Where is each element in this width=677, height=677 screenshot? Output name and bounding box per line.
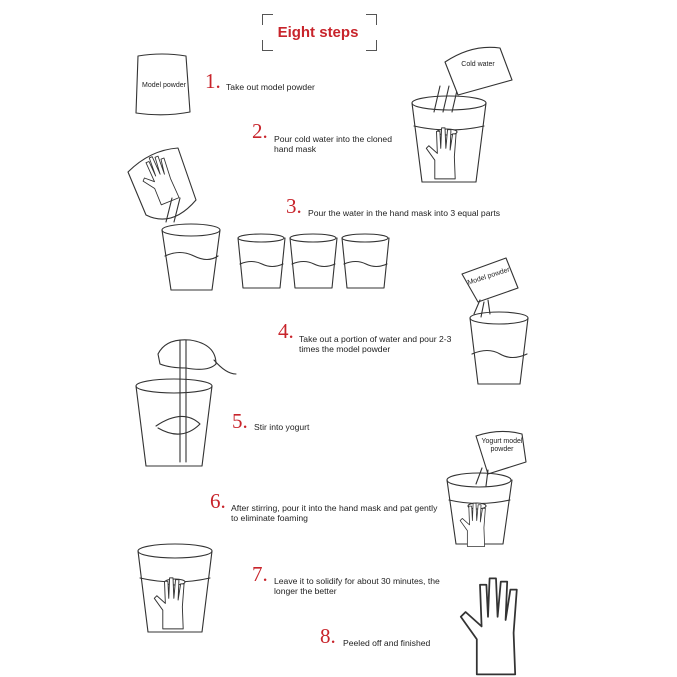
solidifying-cup-icon (138, 544, 212, 632)
step-1-number: 1. (205, 69, 221, 93)
step-4-number: 4. (278, 319, 294, 343)
step-2-text-line2: hand mask (274, 144, 317, 154)
yogurt-powder-label-line1: Yogurt model (481, 438, 523, 445)
step-3-text: Pour the water in the hand mask into 3 equal parts (308, 208, 501, 218)
model-powder-packet-label: Model powder (466, 266, 511, 287)
water-cup-step4-icon (470, 312, 528, 384)
page-title: Eight steps (277, 24, 359, 41)
step-1-text: Take out model powder (226, 82, 315, 92)
step-3-number: 3. (286, 194, 302, 218)
small-cup-3-icon (342, 234, 389, 288)
step-6-number: 6. (210, 489, 226, 513)
model-powder-bag-label: Model powder (142, 82, 186, 89)
yogurt-powder-label-line2: powder (490, 446, 514, 453)
step-4-text-line1: Take out a portion of water and pour 2-3 (299, 334, 452, 344)
finished-hand-icon (461, 578, 517, 674)
cold-water-cup-icon (445, 47, 512, 95)
step-2-text-line1: Pour cold water into the cloned (274, 134, 392, 144)
step-6-text-line2: to eliminate foaming (231, 513, 308, 523)
small-cup-1-icon (238, 234, 285, 288)
step-8-text: Peeled off and finished (343, 638, 431, 648)
step-5-number: 5. (232, 409, 248, 433)
step-8-number: 8. (320, 624, 336, 648)
cold-water-label: Cold water (461, 61, 495, 68)
hand-mask-cup-icon (412, 86, 486, 182)
hand-mask-cup-step6-icon (447, 473, 512, 546)
step-5-text: Stir into yogurt (254, 422, 310, 432)
step-7-number: 7. (252, 562, 268, 586)
step-2-number: 2. (252, 119, 268, 143)
step-7-text-line1: Leave it to solidify for about 30 minutes, the (274, 576, 440, 586)
large-water-cup-icon (162, 224, 220, 290)
tilted-hand-cup-icon (128, 148, 196, 222)
stirring-cup-icon (136, 340, 236, 466)
step-6-text-line1: After stirring, pour it into the hand mask and pat gently (231, 503, 438, 513)
step-7-text-line2: longer the better (274, 586, 337, 596)
small-cup-2-icon (290, 234, 337, 288)
step-4-text-line2: times the model powder (299, 344, 391, 354)
